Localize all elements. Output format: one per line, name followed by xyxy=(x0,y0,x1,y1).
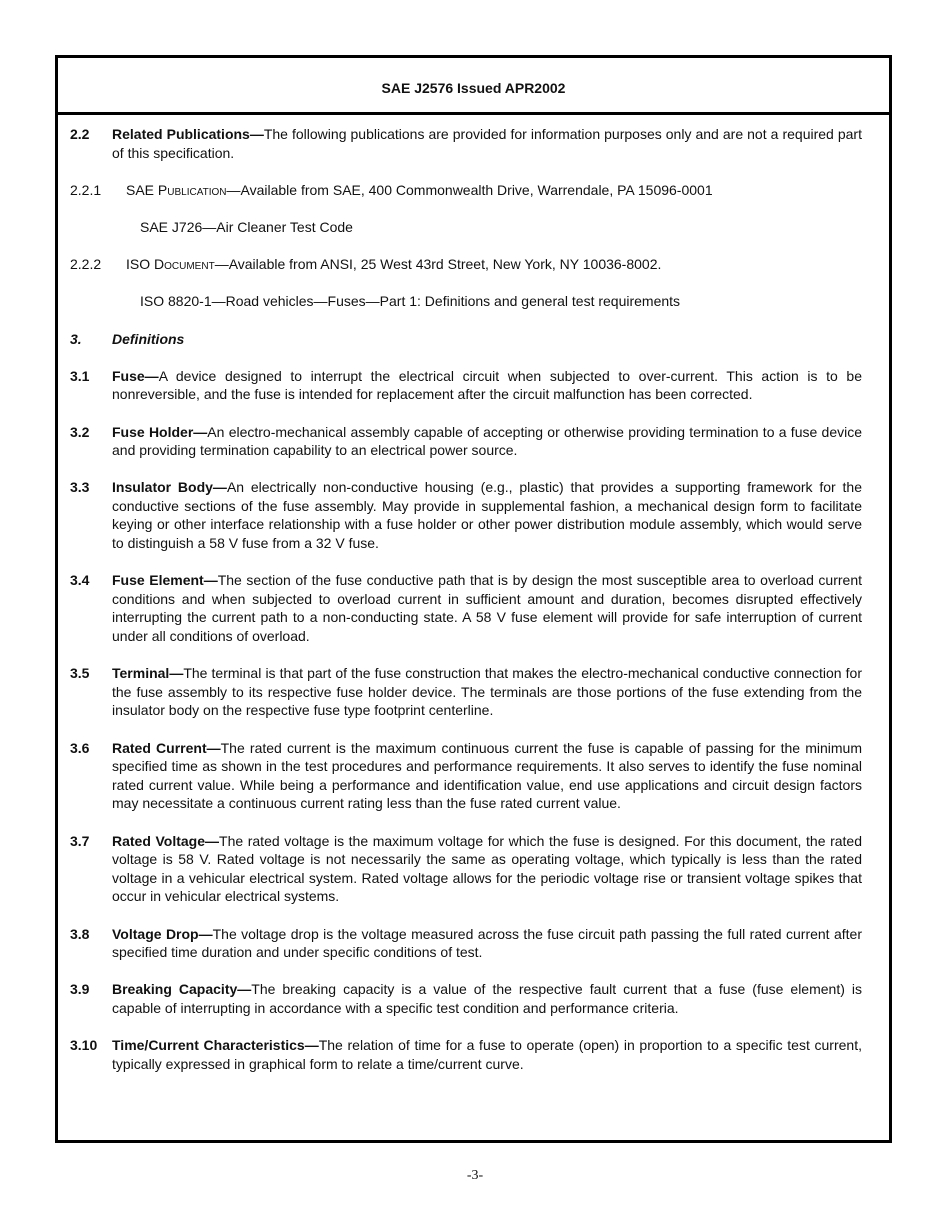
definition-item: 3.7 Rated Voltage—The rated voltage is the maximum voltage for which the fuse is designed. For this document, the rated voltage is 58 V. Rated voltage is not necessarily the same as operating voltage, which typically is less than the rated voltage in a vehicular electrical system. Rated voltage allows for the periodic voltage rise or transient voltage spikes that occur in vehicular electrical systems. xyxy=(70,832,862,905)
definition-item: 3.5 Terminal—The terminal is that part of the fuse construction that makes the electro-mechanical conductive connection for the fuse assembly to its respective fuse holder device. The terminals are those portions of the fuse extending from the insulator body on the respective fuse type footprint centerline. xyxy=(70,665,862,719)
page-number: -3- xyxy=(466,1168,484,1183)
section-number: 2.2 xyxy=(70,126,90,142)
definition-item: 3.1 Fuse—A device designed to interrupt the electrical circuit when subjected to over-current. This action is to be nonreversible, and the fuse is intended for replacement after the circuit malfunction has been corrected. xyxy=(70,367,862,403)
page-header xyxy=(58,58,889,115)
section-text: The following publications are provided for information purposes only and are not a required part of this specification. xyxy=(112,126,862,161)
section-number: 2.2.1 xyxy=(70,181,102,198)
definition-item: 3.6 Rated Current—The rated current is the maximum continuous current the fuse is capable of passing for the minimum specified time as shown in the test procedures and performance requirements. It also serves to identify the fuse nominal rated current value. While being a performance and identification value, end use applications and circuit design factors may necessitate a continuous current rating less than the fuse rated current value. xyxy=(70,739,862,812)
reference-sae-j726: SAE J726—Air Cleaner Test Code xyxy=(140,218,353,235)
definition-item: 3.10 Time/Current Characteristics—The relation of time for a fuse to operate (open) in proportion to a specific test current, typically expressed in graphical form to relate a time/current curve. xyxy=(70,1037,862,1072)
section-term: Related Publications— xyxy=(112,126,264,142)
document-body xyxy=(58,115,889,1073)
section-2-2-1: 2.2.1 SAE Publication—Available from SAE, 400 Commonwealth Drive, Warrendale, PA 15096-0001 xyxy=(70,181,713,198)
definition-item: 3.4 Fuse Element—The section of the fuse conductive path that is by design the most susceptible area to overload current conditions and when subjected to overload current in sufficient amount and duration, becomes disrupted effectively interrupting the current path to a non-conducting state. A 58 V fuse element will provide for safe interruption of current under all conditions of overload. xyxy=(70,572,863,645)
section-3-heading: 3. Definitions xyxy=(70,330,185,347)
section-2-2 xyxy=(70,125,862,162)
reference-iso-8820-1: ISO 8820-1—Road vehicles—Fuses—Part 1: Definitions and general test requirements xyxy=(140,293,681,310)
section-2-2-2: 2.2.2 ISO Document—Available from ANSI, 25 West 43rd Street, New York, NY 10036-8002. xyxy=(70,256,662,273)
definition-item: 3.3 Insulator Body—An electrically non-conductive housing (e.g., plastic) that provides a supporting framework for the conductive sections of the fuse assembly. May provide in supplemental fashion, a mechanical design form to facilitate keying or other interface relationship with a fuse holder or other power distribution module assembly, which would serve to distinguish a 58 V fuse from a 32 V fuse. xyxy=(70,479,862,552)
definition-item: 3.2 Fuse Holder—An electro-mechanical assembly capable of accepting or otherwise providing termination to a fuse device and providing termination capability to an electrical power source. xyxy=(70,423,863,459)
page-frame xyxy=(55,55,892,1143)
section-number: 2.2.2 xyxy=(70,256,102,273)
definition-item: 3.8 Voltage Drop—The voltage drop is the voltage measured across the fuse circuit path passing the full rated current after specified time duration and under specific conditions of test. xyxy=(70,925,862,961)
section-heading: Definitions xyxy=(112,330,185,347)
definition-item: 3.9 Breaking Capacity—The breaking capacity is a value of the respective fault current that a fuse (fuse element) is capable of interrupting in accordance with a specific test condition and performance criteria. xyxy=(70,981,862,1016)
document-title: SAE J2576 Issued APR2002 xyxy=(381,80,566,96)
